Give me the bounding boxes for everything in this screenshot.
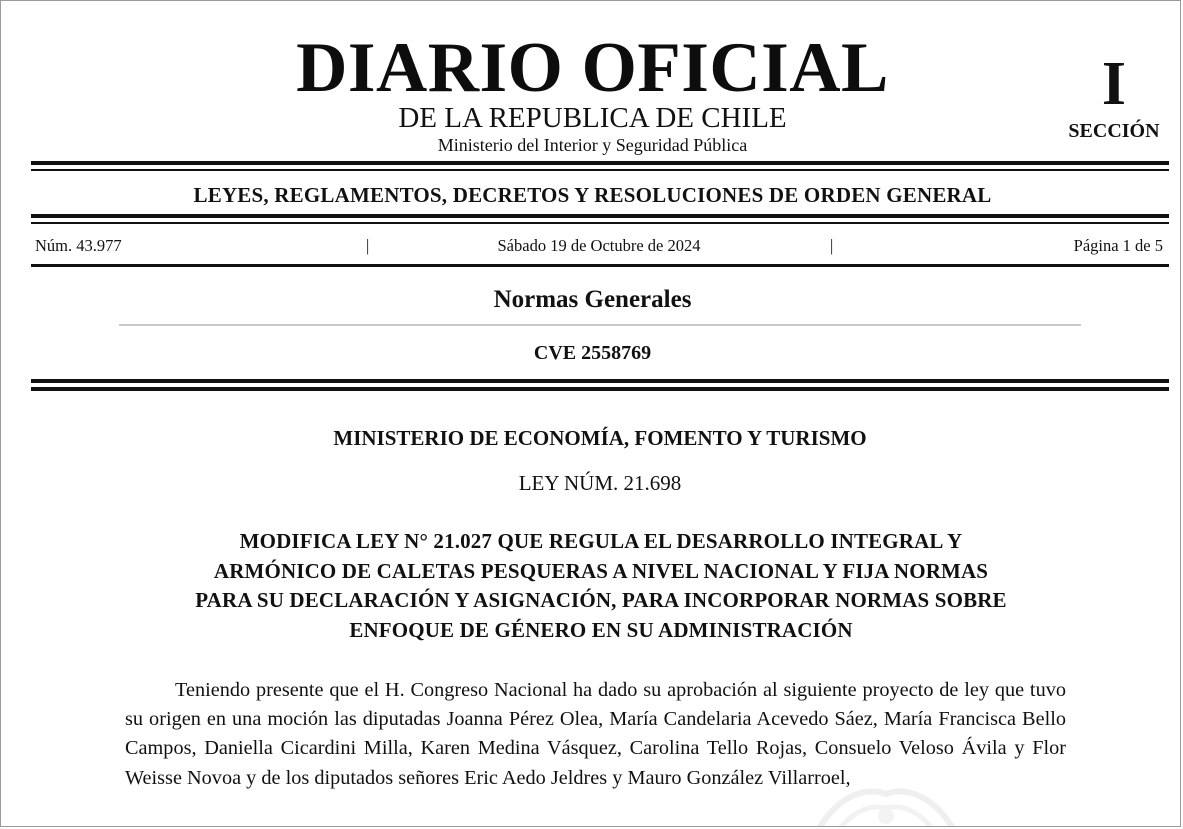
issue-number: Núm. 43.977 xyxy=(35,236,122,255)
law-title-line: MODIFICA LEY N° 21.027 QUE REGULA EL DESARROLLO INTEGRAL Y xyxy=(239,529,963,553)
issue-date: Sábado 19 de Octubre de 2024 xyxy=(497,236,701,255)
law-number: LEY NÚM. 21.698 xyxy=(518,471,682,495)
rule-band-thick xyxy=(31,214,1169,218)
info-separator: | xyxy=(366,236,370,255)
section-number: I xyxy=(1101,50,1127,118)
rule-cve-thick xyxy=(31,379,1169,383)
rule-top-thin xyxy=(31,169,1169,171)
rule-cve-thick-2 xyxy=(31,387,1169,391)
section-label: SECCIÓN xyxy=(1068,120,1160,142)
law-title-line: ARMÓNICO DE CALETAS PESQUERAS A NIVEL NACIONAL Y FIJA NORMAS xyxy=(213,558,989,583)
rule-top-thick xyxy=(31,161,1169,165)
masthead-title: DIARIO OFICIAL xyxy=(296,29,889,107)
info-separator: | xyxy=(830,236,834,255)
law-title-line: ENFOQUE DE GÉNERO EN SU ADMINISTRACIÓN xyxy=(349,618,853,643)
cve-code: CVE 2558769 xyxy=(533,342,652,364)
page-indicator: Página 1 de 5 xyxy=(1073,236,1163,255)
issue-info-row xyxy=(35,234,1163,258)
section-heading: Normas Generales xyxy=(493,286,692,313)
masthead-subtitle: DE LA REPUBLICA DE CHILE xyxy=(398,102,787,134)
band-label: LEYES, REGLAMENTOS, DECRETOS Y RESOLUCIONES DE ORDEN GENERAL xyxy=(193,183,992,207)
law-title xyxy=(101,527,1101,646)
body-paragraph: Teniendo presente que el H. Congreso Nacional ha dado su aprobación al siguiente proyecto de ley que tuvo su origen en una moción las diputadas Joanna Pérez Olea, María Candelaria Acevedo Sáez, María Francisca Bello Campos, Daniella Cicardini Milla, Karen Medina Vásquez, Carolina Tello Rojas, Consuelo Veloso Ávila y Flor Weisse Novoa y de los diputados señores Eric Aedo Jeldres y Mauro González Villarroel, xyxy=(125,679,1066,789)
section-divider xyxy=(119,324,1081,326)
issuing-ministry: MINISTERIO DE ECONOMÍA, FOMENTO Y TURISMO xyxy=(333,426,867,450)
masthead-ministry: Ministerio del Interior y Seguridad Pública xyxy=(437,135,748,155)
rule-band-thin xyxy=(31,222,1169,224)
law-title-line: PARA SU DECLARACIÓN Y ASIGNACIÓN, PARA INCORPORAR NORMAS SOBRE xyxy=(195,588,1007,613)
rule-info xyxy=(31,264,1169,267)
